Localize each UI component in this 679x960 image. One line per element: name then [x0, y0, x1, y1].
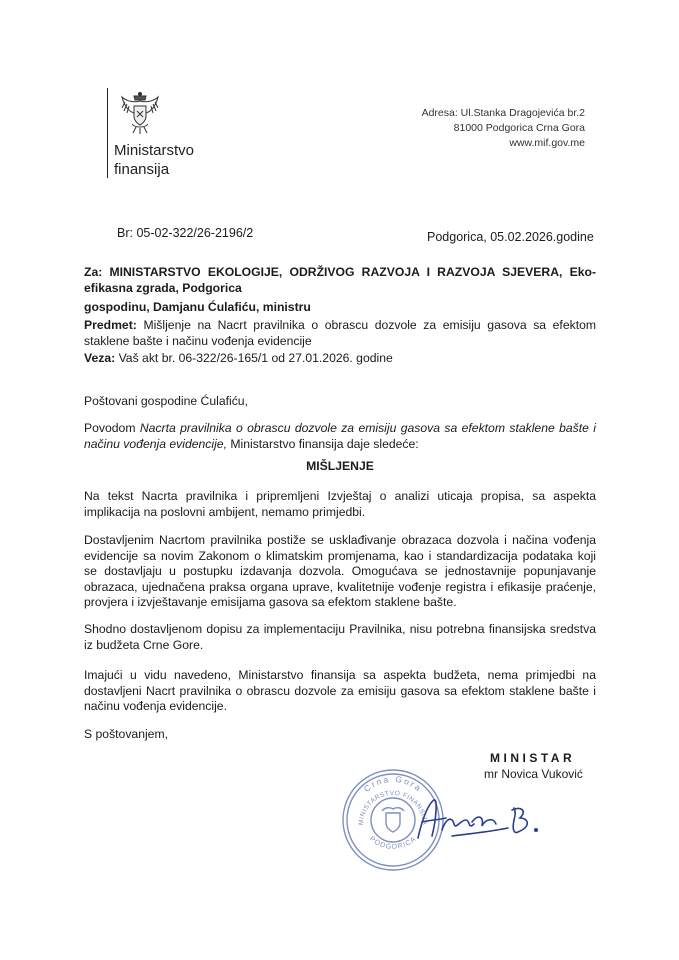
address-block — [422, 106, 585, 151]
address-website: www.mif.gov.me — [509, 137, 585, 149]
intro-italic-line2: načinu vođenja evidencije, — [84, 436, 227, 451]
header-divider — [107, 88, 108, 178]
paragraph-2 — [84, 533, 596, 611]
seal-middle-text: MINISTARSTVO FINANSIJA — [357, 789, 429, 826]
reference-label: Veza: — [84, 351, 116, 365]
handwritten-signature — [408, 790, 548, 850]
subject-line2: staklene bašte i načinu vođenja evidencije — [84, 333, 312, 348]
paragraph-1-line1: Na tekst Nacrta pravilnika i pripremljeni Izvještaj o analizi uticaja propisa, sa aspekta — [84, 489, 596, 503]
paragraph-2-line4: obrazaca, ujednačena praksa organa uprave, kvalitetnije vođenje registra i efikasije praćenje, — [84, 579, 596, 594]
reference-block — [84, 351, 596, 367]
subject-label: Predmet: — [84, 318, 137, 332]
intro-paragraph — [84, 421, 596, 452]
ministry-name-line2: finansija — [114, 161, 170, 178]
paragraph-2-line2: evidencije sa novim Zakonom o klimatskim promjenama, kao i standardizacija podataka koji — [84, 548, 596, 563]
recipient-block — [84, 265, 596, 296]
closing: S poštovanjem, — [84, 727, 169, 741]
subject-line1: Mišljenje na Nacrt pravilnika o obrascu dozvole za emisiju gasova sa efektom — [143, 318, 597, 332]
salutation: Poštovani gospodine Ćulafiću, — [84, 394, 248, 408]
recipient-line1: MINISTARSTVO EKOLOGIJE, ODRŽIVOG RAZVOJA I RAZVOJA SJEVERA, Eko- — [109, 265, 597, 279]
coat-of-arms-icon — [117, 90, 163, 136]
seal-bottom-text: PODGORICA — [368, 835, 418, 851]
intro-prefix: Povodom — [84, 421, 136, 435]
place-date: Podgorica, 05.02.2026.godine — [427, 230, 594, 244]
paragraph-1-line2: implikacija na poslovni ambijent, nemamo primjedbi. — [84, 504, 366, 519]
paragraph-3-line2: iz budžeta Crne Gore. — [84, 637, 204, 652]
paragraph-2-line3: se dostavljaju u postupku izdavanja dozvola. Omogućava se jednostavnije popunjavanje — [84, 564, 596, 578]
paragraph-3 — [84, 622, 596, 653]
intro-italic-line1: Nacrta pravilnika o obrascu dozvole za emisiju gasova sa efektom staklene bašte i — [139, 421, 596, 435]
paragraph-4-line2: dostavljeni Nacrt pravilnika o obrascu dozvole za emisiju gasova sa efektom staklene bašte i — [84, 683, 596, 698]
ministry-name-line1: Ministarstvo — [114, 142, 195, 159]
signatory-name: mr Novica Vuković — [484, 767, 583, 781]
recipient-person: gospodinu, Damjanu Ćulafiću, ministru — [84, 300, 311, 314]
subject-block — [84, 318, 596, 349]
paragraph-2-line5: provjera i izvještavanje emisijama gasova sa efektom staklene bašte. — [84, 595, 457, 609]
paragraph-1 — [84, 489, 596, 520]
intro-suffix: Ministarstvo finansija daje sledeće: — [230, 436, 419, 451]
paragraph-4-line3: načinu vođenja evidencije. — [84, 699, 227, 713]
reference-number: Br: 05-02-322/26-2196/2 — [117, 226, 254, 240]
paragraph-4 — [84, 668, 596, 715]
recipient-line2: efikasna zgrada, Podgorica — [84, 280, 242, 295]
seal-top-text: Crna Gora — [361, 773, 425, 794]
signatory-title: MINISTAR — [490, 751, 576, 765]
paragraph-3-line1: Shodno dostavljenom dopisu za implementaciju Pravilnika, nisu potrebna finansijska sredstva — [84, 622, 596, 636]
paragraph-2-line1: Dostavljenim Nacrtom pravilnika postiže se usklađivanje obrazaca dozvola i načina vođenja — [84, 533, 596, 547]
reference-text: Vaš akt br. 06-322/26-165/1 od 27.01.2026. godine — [118, 351, 393, 365]
opinion-heading: MIŠLJENJE — [306, 459, 374, 473]
address-street: Adresa: Ul.Stanka Dragojevića br.2 — [421, 107, 585, 119]
paragraph-4-line1: Imajući u vidu navedeno, Ministarstvo finansija sa aspekta budžeta, nema primjedbi na — [84, 668, 596, 682]
ministry-name — [114, 141, 194, 179]
address-city: 81000 Podgorica Crna Gora — [453, 122, 585, 134]
recipient-label: Za: — [84, 265, 103, 279]
